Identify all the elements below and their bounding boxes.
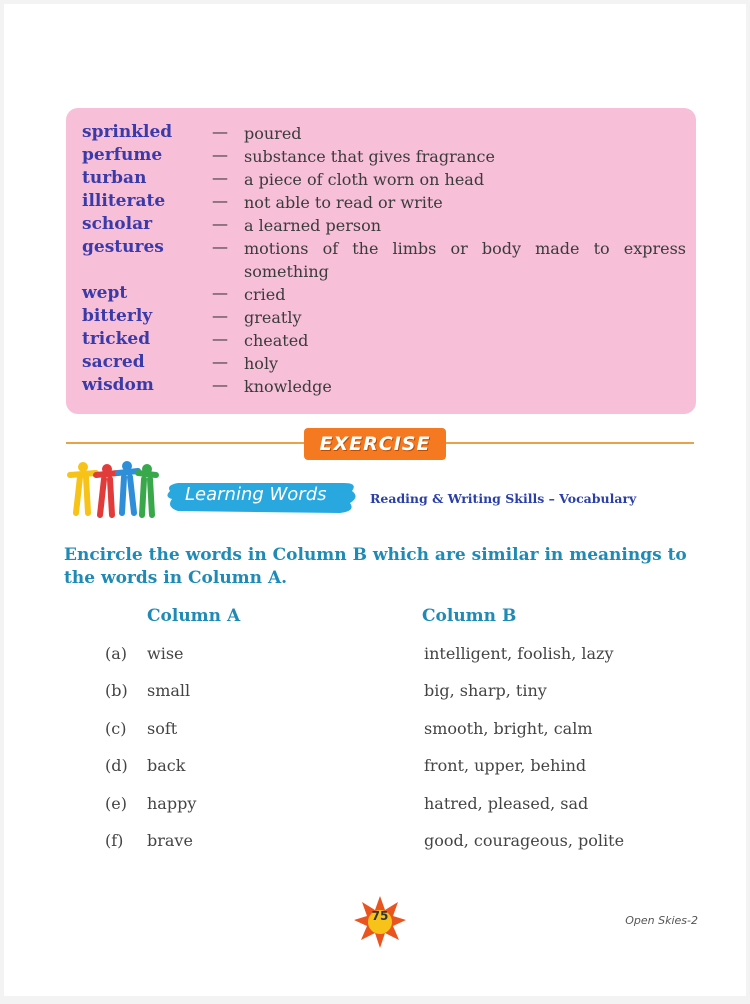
column-a-word: happy <box>147 794 197 813</box>
glossary-word: wisdom <box>82 375 154 395</box>
glossary-meaning: cried <box>244 285 286 304</box>
glossary-row <box>66 122 696 145</box>
glossary-meaning: cheated <box>244 331 309 350</box>
glossary-row <box>66 237 696 283</box>
column-a-header: Column A <box>147 606 241 626</box>
glossary-meaning: a learned person <box>244 216 382 235</box>
exercise-row <box>4 644 704 668</box>
column-a-word: wise <box>147 644 184 663</box>
book-title: Open Skies-2 <box>625 914 698 927</box>
glossary-dash: — <box>212 329 228 348</box>
column-b-options: intelligent, foolish, lazy <box>424 644 614 663</box>
glossary-word: perfume <box>82 145 163 165</box>
glossary-dash: — <box>212 145 228 164</box>
glossary-dash: — <box>212 191 228 210</box>
glossary-dash: — <box>212 237 228 256</box>
glossary-row <box>66 191 696 214</box>
glossary-meaning: greatly <box>244 308 302 327</box>
page <box>4 4 746 996</box>
glossary-word: scholar <box>82 214 153 234</box>
glossary-word: illiterate <box>82 191 166 211</box>
glossary-meaning: poured <box>244 124 302 143</box>
glossary-row <box>66 306 696 329</box>
skills-label: Reading & Writing Skills – Vocabulary <box>370 491 637 506</box>
glossary-dash: — <box>212 214 228 233</box>
glossary-word: gestures <box>82 237 164 257</box>
glossary-row <box>66 145 696 168</box>
glossary-meaning: knowledge <box>244 377 332 396</box>
column-a-word: soft <box>147 719 178 738</box>
row-letter: (d) <box>105 756 128 775</box>
glossary-dash: — <box>212 375 228 394</box>
glossary-meaning: not able to read or write <box>244 193 443 212</box>
column-b-options: good, courageous, polite <box>424 831 625 850</box>
glossary-row <box>66 214 696 237</box>
row-letter: (f) <box>105 831 124 850</box>
glossary-word: sacred <box>82 352 145 372</box>
glossary-word: sprinkled <box>82 122 173 142</box>
glossary-meaning: substance that gives fragrance <box>244 147 495 166</box>
row-letter: (c) <box>105 719 127 738</box>
exercise-row <box>4 719 704 743</box>
glossary-row <box>66 375 696 398</box>
glossary-dash: — <box>212 306 228 325</box>
exercise-instruction: Encircle the words in Column B which are similar in meanings to the words in Column A. <box>64 545 687 588</box>
glossary-meaning: a piece of cloth worn on head <box>244 170 485 189</box>
row-letter: (e) <box>105 794 127 813</box>
children-figures-icon <box>66 461 160 519</box>
glossary-row <box>66 352 696 375</box>
column-b-options: hatred, pleased, sad <box>424 794 589 813</box>
glossary-row <box>66 329 696 352</box>
exercise-row <box>4 794 704 818</box>
exercise-row <box>4 831 704 855</box>
column-b-options: front, upper, behind <box>424 756 587 775</box>
column-a-word: small <box>147 681 191 700</box>
exercise-row <box>4 681 704 705</box>
section-title: Learning Words <box>185 484 327 505</box>
column-b-header: Column B <box>422 606 517 626</box>
glossary-box <box>66 108 696 414</box>
glossary-word: bitterly <box>82 306 153 326</box>
glossary-dash: — <box>212 352 228 371</box>
glossary-word: turban <box>82 168 147 188</box>
row-letter: (a) <box>105 644 128 663</box>
glossary-dash: — <box>212 283 228 302</box>
glossary-meaning: motions of the limbs or body made to express something <box>244 239 686 281</box>
glossary-word: tricked <box>82 329 151 349</box>
glossary-dash: — <box>212 122 228 141</box>
row-letter: (b) <box>105 681 128 700</box>
glossary-row <box>66 168 696 191</box>
glossary-word: wept <box>82 283 128 303</box>
exercise-badge: EXERCISE <box>304 428 446 460</box>
glossary-row <box>66 283 696 306</box>
page-number: 75 <box>371 909 389 923</box>
glossary-meaning: holy <box>244 354 279 373</box>
column-b-options: smooth, bright, calm <box>424 719 593 738</box>
column-a-word: brave <box>147 831 193 850</box>
column-b-options: big, sharp, tiny <box>424 681 547 700</box>
exercise-row <box>4 756 704 780</box>
column-a-word: back <box>147 756 186 775</box>
glossary-dash: — <box>212 168 228 187</box>
